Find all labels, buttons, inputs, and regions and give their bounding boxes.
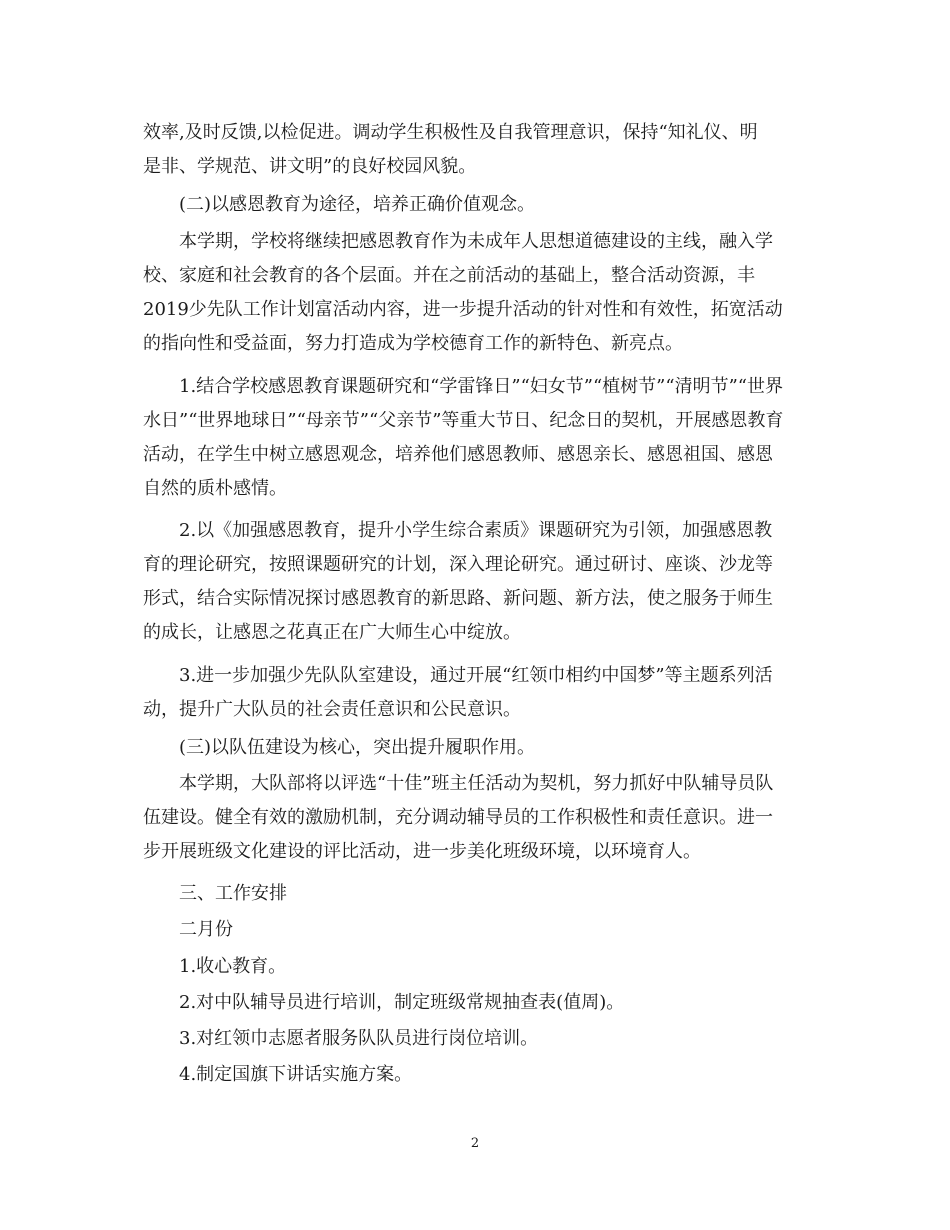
text-line: 3.进一步加强少先队队室建设，通过开展“红领巾相约中国梦”等主题系列活 — [179, 665, 773, 686]
paragraph-3 — [143, 225, 808, 361]
text-line: 2019少先队工作计划富活动内容，进一步提升活动的针对性和有效性，拓宽活动 — [143, 299, 783, 320]
list-item — [143, 950, 808, 984]
text-line: 的指向性和受益面，努力打造成为学校德育工作的新特色、新亮点。 — [143, 333, 683, 354]
text-line: 三、工作安排 — [179, 883, 287, 904]
text-line: 活动，在学生中树立感恩观念，培养他们感恩教师、感恩亲长、感恩祖国、感恩 — [143, 444, 773, 465]
text-line: (三)以队伍建设为核心，突出提升履职作用。 — [179, 737, 536, 758]
text-line: 水日”“世界地球日”“母亲节”“父亲节”等重大节日、纪念日的契机，开展感恩教育 — [143, 410, 784, 431]
list-item — [143, 1058, 808, 1092]
paragraph-5 — [143, 514, 808, 650]
text-line: 育的理论研究，按照课题研究的计划，深入理论研究。通过研讨、座谈、沙龙等 — [143, 554, 773, 575]
text-line: 2.以《加强感恩教育，提升小学生综合素质》课题研究为引领，加强感恩教 — [179, 520, 773, 541]
text-line: 3.对红领巾志愿者服务队队员进行岗位培训。 — [179, 1028, 539, 1049]
text-line: 本学期，大队部将以评选“十佳”班主任活动为契机，努力抓好中队辅导员队 — [179, 773, 774, 794]
paragraph-2 — [143, 188, 808, 222]
text-line: 伍建设。健全有效的激励机制，充分调动辅导员的工作积极性和责任意识。进一 — [143, 807, 773, 828]
text-line: 1.收心教育。 — [179, 956, 287, 977]
text-line: 是非、学规范、讲文明”的良好校园风貌。 — [143, 156, 477, 177]
text-line: 二月份 — [179, 919, 233, 940]
list-item — [143, 986, 808, 1020]
section-heading — [143, 877, 808, 911]
paragraph-1 — [143, 116, 808, 184]
text-line: 形式，结合实际情况探讨感恩教育的新思路、新问题、新方法，使之服务于师生 — [143, 588, 773, 609]
text-line: 自然的质朴感情。 — [143, 478, 287, 499]
paragraph-8 — [143, 767, 808, 869]
text-line: 步开展班级文化建设的评比活动，进一步美化班级环境，以环境育人。 — [143, 841, 701, 862]
text-line: 4.制定国旗下讲话实施方案。 — [179, 1064, 413, 1085]
text-line: 本学期，学校将继续把感恩教育作为未成年人思想道德建设的主线，融入学 — [179, 231, 773, 252]
list-item — [143, 1022, 808, 1056]
text-line: (二)以感恩教育为途径，培养正确价值观念。 — [179, 194, 536, 215]
text-line: 动，提升广大队员的社会责任意识和公民意识。 — [143, 699, 521, 720]
text-line: 2.对中队辅导员进行培训，制定班级常规抽查表(值周)。 — [179, 992, 625, 1013]
text-line: 校、家庭和社会教育的各个层面。并在之前活动的基础上，整合活动资源，丰 — [143, 265, 755, 286]
month-heading — [143, 913, 808, 947]
text-line: 效率,及时反馈,以检促进。调动学生积极性及自我管理意识，保持“知礼仪、明 — [143, 122, 758, 143]
page-number: 2 — [470, 1136, 480, 1151]
paragraph-7 — [143, 731, 808, 765]
text-line: 的成长，让感恩之花真正在广大师生心中绽放。 — [143, 622, 521, 643]
paragraph-4 — [143, 370, 808, 506]
text-line: 1.结合学校感恩教育课题研究和“学雷锋日”“妇女节”“植树节”“清明节”“世界 — [179, 376, 783, 397]
paragraph-6 — [143, 659, 808, 727]
